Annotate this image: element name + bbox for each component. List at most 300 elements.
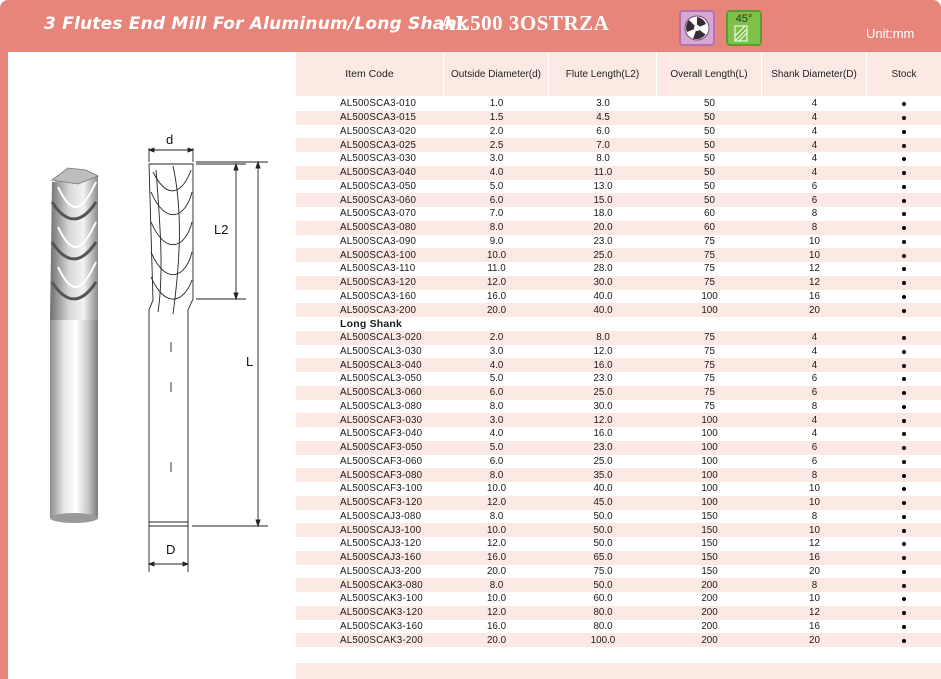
- stock-cell: [867, 291, 941, 302]
- table-row: [296, 496, 941, 510]
- shank-diameter-cell: 6: [811, 194, 818, 206]
- stock-cell: [867, 442, 941, 453]
- flute-length-cell: 30.0: [593, 277, 613, 289]
- outside-diameter-cell: 8.0: [489, 469, 504, 481]
- overall-length-cell: 200: [701, 607, 718, 619]
- item-code-cell: AL500SCAJ3-080: [340, 510, 422, 522]
- table-row: [296, 358, 941, 372]
- in-stock-dot-icon: [902, 226, 906, 230]
- item-code-cell: AL500SCA3-080: [340, 222, 417, 234]
- stock-cell: [867, 140, 941, 151]
- stock-cell: [867, 428, 941, 439]
- outside-diameter-cell: 10.0: [486, 524, 507, 536]
- stock-cell: [867, 580, 941, 591]
- overall-length-cell: 100: [701, 442, 718, 454]
- in-stock-dot-icon: [902, 336, 906, 340]
- overall-length-cell: 200: [701, 579, 718, 591]
- outside-diameter-cell: 6.0: [489, 387, 504, 399]
- outside-diameter-cell: 20.0: [486, 304, 507, 316]
- item-code-cell: AL500SCA3-100: [340, 249, 417, 261]
- outside-diameter-cell: 8.0: [489, 400, 504, 412]
- in-stock-dot-icon: [902, 267, 906, 271]
- in-stock-dot-icon: [902, 212, 906, 216]
- dim-label-D: D: [166, 542, 176, 557]
- stock-cell: [867, 538, 941, 549]
- in-stock-dot-icon: [902, 639, 906, 643]
- item-code-cell: AL500SCAL3-080: [340, 400, 422, 412]
- overall-length-cell: 150: [701, 552, 718, 564]
- flute-length-cell: 12.0: [593, 345, 613, 357]
- table-row: [296, 413, 941, 427]
- in-stock-dot-icon: [902, 391, 906, 395]
- shank-diameter-cell: 20: [809, 304, 820, 316]
- in-stock-dot-icon: [902, 405, 906, 409]
- outside-diameter-cell: 7.0: [489, 208, 504, 220]
- stock-cell: [867, 525, 941, 536]
- shank-diameter-cell: 10: [809, 483, 820, 495]
- stock-cell: [867, 208, 941, 219]
- shank-diameter-cell: 8: [811, 208, 818, 220]
- item-code-cell: AL500SCA3-120: [340, 277, 417, 289]
- dim-label-L: L: [246, 354, 254, 369]
- table-row: [296, 592, 941, 606]
- overall-length-cell: 100: [701, 290, 718, 302]
- item-code-cell: AL500SCA3-070: [340, 208, 417, 220]
- item-code-cell: AL500SCAF3-100: [340, 483, 423, 495]
- shank-diameter-cell: 12: [809, 607, 820, 619]
- flute-length-cell: 80.0: [593, 607, 613, 619]
- content-panel: [8, 52, 941, 679]
- table-row: [296, 537, 941, 551]
- stock-cell: [867, 456, 941, 467]
- item-code-cell: AL500SCA3-110: [340, 263, 416, 275]
- table-row: [296, 606, 941, 620]
- item-code-cell: AL500SCAJ3-160: [340, 552, 422, 564]
- stock-cell: [867, 250, 941, 261]
- in-stock-dot-icon: [902, 542, 906, 546]
- series-code: AL500 3OSTRZA: [440, 11, 610, 35]
- shank-diameter-cell: 20: [809, 634, 820, 646]
- table-row: [296, 138, 941, 152]
- stock-cell: [867, 401, 941, 412]
- stock-cell: [867, 112, 941, 123]
- shank-diameter-cell: 12: [809, 263, 820, 275]
- item-code-cell: AL500SCA3-050: [340, 180, 417, 192]
- item-code-cell: AL500SCA3-160: [340, 290, 417, 302]
- outside-diameter-cell: 10.0: [486, 249, 507, 261]
- flute-length-cell: 12.0: [593, 414, 613, 426]
- flute-length-cell: 3.0: [596, 98, 610, 110]
- in-stock-dot-icon: [902, 487, 906, 491]
- flute-length-cell: 4.5: [596, 112, 610, 124]
- shank-diameter-cell: 4: [811, 414, 818, 426]
- col-header-outside-diameter: Outside Diameter(d): [444, 52, 549, 96]
- overall-length-cell: 75: [704, 345, 715, 357]
- flute-length-cell: 7.0: [596, 139, 610, 151]
- outside-diameter-cell: 12.0: [486, 607, 507, 619]
- overall-length-cell: 100: [701, 483, 718, 495]
- item-code-cell: AL500SCAF3-030: [340, 414, 423, 426]
- in-stock-dot-icon: [902, 281, 906, 285]
- outside-diameter-cell: 2.5: [489, 139, 504, 151]
- in-stock-dot-icon: [902, 460, 906, 464]
- shank-diameter-cell: 10: [809, 235, 820, 247]
- item-code-cell: AL500SCA3-030: [340, 153, 417, 165]
- flute-length-cell: 8.0: [596, 332, 610, 344]
- outside-diameter-cell: 3.0: [489, 345, 504, 357]
- shank-diameter-cell: 12: [809, 277, 820, 289]
- outside-diameter-cell: 4.0: [489, 167, 504, 179]
- item-code-cell: AL500SCAJ3-200: [340, 565, 422, 577]
- in-stock-dot-icon: [902, 295, 906, 299]
- stock-cell: [867, 387, 941, 398]
- outside-diameter-cell: 5.0: [489, 373, 504, 385]
- stock-cell: [867, 222, 941, 233]
- outside-diameter-cell: 12.0: [486, 538, 507, 550]
- spec-table: [296, 52, 941, 679]
- item-code-cell: AL500SCAL3-060: [340, 387, 422, 399]
- section-label: Long Shank: [340, 317, 403, 330]
- overall-length-cell: 75: [704, 400, 715, 412]
- table-row: [296, 400, 941, 414]
- overall-length-cell: 75: [704, 277, 715, 289]
- overall-length-cell: 50: [704, 98, 715, 110]
- overall-length-cell: 75: [704, 373, 715, 385]
- dim-label-d: d: [166, 132, 174, 147]
- in-stock-dot-icon: [902, 474, 906, 478]
- table-row: [296, 372, 941, 386]
- flute-length-cell: 45.0: [593, 497, 613, 509]
- table-row: [296, 331, 941, 345]
- overall-length-cell: 200: [701, 634, 718, 646]
- flute-length-cell: 30.0: [593, 400, 613, 412]
- outside-diameter-cell: 20.0: [486, 565, 507, 577]
- outside-diameter-cell: 16.0: [486, 552, 507, 564]
- table-row: [296, 455, 941, 469]
- col-header-item-code: Item Code: [296, 52, 444, 96]
- in-stock-dot-icon: [902, 529, 906, 533]
- overall-length-cell: 100: [701, 304, 718, 316]
- shank-diameter-cell: 6: [811, 455, 818, 467]
- stock-cell: [867, 607, 941, 618]
- stock-cell: [867, 483, 941, 494]
- outside-diameter-cell: 8.0: [489, 510, 504, 522]
- flute-length-cell: 50.0: [593, 510, 613, 522]
- stock-cell: [867, 236, 941, 247]
- shank-diameter-cell: 8: [811, 469, 818, 481]
- in-stock-dot-icon: [902, 102, 906, 106]
- table-row: [296, 468, 941, 482]
- col-header-shank-diameter: Shank Diameter(D): [762, 52, 867, 96]
- item-code-cell: AL500SCA3-025: [340, 139, 417, 151]
- outside-diameter-cell: 2.0: [489, 125, 504, 137]
- flute-length-cell: 35.0: [593, 469, 613, 481]
- overall-length-cell: 60: [704, 208, 715, 220]
- stock-cell: [867, 153, 941, 164]
- col-header-flute-length: Flute Length(L2): [549, 52, 657, 96]
- flute-length-cell: 23.0: [593, 373, 613, 385]
- flute-length-cell: 6.0: [596, 125, 610, 137]
- shank-diameter-cell: 8: [811, 222, 818, 234]
- outside-diameter-cell: 9.0: [489, 235, 504, 247]
- outside-diameter-cell: 3.0: [489, 414, 504, 426]
- flute-length-cell: 16.0: [593, 428, 613, 440]
- overall-length-cell: 75: [704, 235, 715, 247]
- outside-diameter-cell: 4.0: [489, 428, 504, 440]
- table-row: [296, 207, 941, 221]
- flute-length-cell: 40.0: [593, 304, 613, 316]
- product-title: 3 Flutes End Mill For Aluminum/Long Shank: [44, 14, 469, 34]
- in-stock-dot-icon: [902, 556, 906, 560]
- outside-diameter-cell: 1.0: [489, 98, 504, 110]
- table-row: [296, 633, 941, 647]
- table-row: [296, 180, 941, 194]
- table-header: [296, 52, 941, 96]
- stock-cell: [867, 195, 941, 206]
- stock-cell: [867, 373, 941, 384]
- stock-cell: [867, 497, 941, 508]
- stock-cell: [867, 277, 941, 288]
- flute-length-cell: 50.0: [593, 538, 613, 550]
- table-row: [296, 276, 941, 290]
- flute-length-cell: 18.0: [593, 208, 613, 220]
- shank-diameter-cell: 6: [811, 387, 818, 399]
- overall-length-cell: 50: [704, 153, 715, 165]
- in-stock-dot-icon: [902, 432, 906, 436]
- overall-length-cell: 100: [701, 414, 718, 426]
- overall-length-cell: 75: [704, 359, 715, 371]
- stock-cell: [867, 415, 941, 426]
- shank-diameter-cell: 8: [811, 400, 818, 412]
- outside-diameter-cell: 5.0: [489, 180, 504, 192]
- outside-diameter-cell: 12.0: [486, 497, 507, 509]
- overall-length-cell: 50: [704, 139, 715, 151]
- item-code-cell: AL500SCA3-090: [340, 235, 417, 247]
- outside-diameter-cell: 8.0: [489, 579, 504, 591]
- overall-length-cell: 60: [704, 222, 715, 234]
- shank-diameter-cell: 6: [811, 180, 818, 192]
- table-row: [296, 620, 941, 634]
- outside-diameter-cell: 8.0: [489, 222, 504, 234]
- item-code-cell: AL500SCA3-040: [340, 167, 417, 179]
- stock-cell: [867, 552, 941, 563]
- flute-length-cell: 25.0: [593, 455, 613, 467]
- item-code-cell: AL500SCAL3-030: [340, 345, 422, 357]
- shank-diameter-cell: 6: [811, 442, 818, 454]
- overall-length-cell: 100: [701, 428, 718, 440]
- in-stock-dot-icon: [902, 584, 906, 588]
- stock-cell: [867, 635, 941, 646]
- overall-length-cell: 75: [704, 387, 715, 399]
- stock-cell: [867, 566, 941, 577]
- flute-length-cell: 75.0: [593, 565, 613, 577]
- item-code-cell: AL500SCAL3-040: [340, 359, 422, 371]
- stock-cell: [867, 263, 941, 274]
- table-row: [296, 482, 941, 496]
- in-stock-dot-icon: [902, 130, 906, 134]
- flute-length-cell: 11.0: [593, 167, 613, 179]
- three-flute-icon: [679, 10, 715, 46]
- outside-diameter-cell: 6.0: [489, 455, 504, 467]
- outside-diameter-cell: 10.0: [486, 593, 507, 605]
- product-drawing-area: [8, 52, 295, 679]
- overall-length-cell: 50: [704, 125, 715, 137]
- table-row: [296, 523, 941, 537]
- item-code-cell: AL500SCA3-010: [340, 98, 417, 110]
- shank-diameter-cell: 4: [811, 125, 818, 137]
- shank-diameter-cell: 16: [809, 552, 820, 564]
- table-body: [296, 97, 941, 647]
- in-stock-dot-icon: [902, 597, 906, 601]
- table-row: [296, 248, 941, 262]
- overall-length-cell: 75: [704, 249, 715, 261]
- table-row: [296, 510, 941, 524]
- col-header-overall-length: Overall Length(L): [657, 52, 762, 96]
- overall-length-cell: 100: [701, 497, 718, 509]
- overall-length-cell: 150: [701, 538, 718, 550]
- overall-length-cell: 200: [701, 620, 718, 632]
- item-code-cell: AL500SCAF3-120: [340, 497, 423, 509]
- shank-diameter-cell: 10: [809, 524, 820, 536]
- flute-length-cell: 65.0: [593, 552, 613, 564]
- shank-diameter-cell: 4: [811, 139, 818, 151]
- helix-angle-icon: [726, 10, 762, 46]
- table-row: [296, 221, 941, 235]
- stock-cell: [867, 167, 941, 178]
- table-row: [296, 345, 941, 359]
- flute-length-cell: 100.0: [590, 634, 616, 646]
- in-stock-dot-icon: [902, 419, 906, 423]
- table-row: [296, 262, 941, 276]
- item-code-cell: AL500SCA3-060: [340, 194, 417, 206]
- item-code-cell: AL500SCAK3-080: [340, 579, 423, 591]
- table-row: [296, 386, 941, 400]
- flute-length-cell: 80.0: [593, 620, 613, 632]
- item-code-cell: AL500SCAK3-120: [340, 607, 423, 619]
- in-stock-dot-icon: [902, 157, 906, 161]
- table-row: [296, 427, 941, 441]
- item-code-cell: AL500SCAL3-050: [340, 373, 422, 385]
- overall-length-cell: 200: [701, 593, 718, 605]
- flute-length-cell: 8.0: [596, 153, 610, 165]
- flute-length-cell: 13.0: [593, 180, 613, 192]
- shank-diameter-cell: 4: [811, 345, 818, 357]
- shank-diameter-cell: 4: [811, 428, 818, 440]
- table-row: [296, 193, 941, 207]
- shank-diameter-cell: 8: [811, 510, 818, 522]
- item-code-cell: AL500SCAF3-050: [340, 442, 423, 454]
- table-row: [296, 290, 941, 304]
- overall-length-cell: 50: [704, 180, 715, 192]
- flute-length-cell: 25.0: [593, 387, 613, 399]
- flute-length-cell: 28.0: [593, 263, 613, 275]
- item-code-cell: AL500SCAL3-020: [340, 332, 422, 344]
- flute-length-cell: 16.0: [593, 359, 613, 371]
- flute-length-cell: 15.0: [593, 194, 613, 206]
- outside-diameter-cell: 20.0: [486, 634, 507, 646]
- in-stock-dot-icon: [902, 309, 906, 313]
- shank-diameter-cell: 4: [811, 153, 818, 165]
- stock-cell: [867, 511, 941, 522]
- outside-diameter-cell: 2.0: [489, 332, 504, 344]
- shank-diameter-cell: 8: [811, 579, 818, 591]
- shank-diameter-cell: 4: [811, 359, 818, 371]
- item-code-cell: AL500SCAK3-160: [340, 620, 423, 632]
- in-stock-dot-icon: [902, 199, 906, 203]
- in-stock-dot-icon: [902, 350, 906, 354]
- flute-length-cell: 23.0: [593, 235, 613, 247]
- helix-angle-label: 45°: [735, 13, 753, 25]
- table-row: [296, 111, 941, 125]
- overall-length-cell: 75: [704, 332, 715, 344]
- item-code-cell: AL500SCAK3-100: [340, 593, 423, 605]
- overall-length-cell: 75: [704, 263, 715, 275]
- table-row: [296, 166, 941, 180]
- shank-diameter-cell: 6: [811, 373, 818, 385]
- in-stock-dot-icon: [902, 570, 906, 574]
- stock-cell: [867, 332, 941, 343]
- stock-cell: [867, 593, 941, 604]
- shank-diameter-cell: 20: [809, 565, 820, 577]
- stock-cell: [867, 470, 941, 481]
- item-code-cell: AL500SCAF3-060: [340, 455, 423, 467]
- flute-length-cell: 60.0: [593, 593, 613, 605]
- in-stock-dot-icon: [902, 116, 906, 120]
- overall-length-cell: 150: [701, 565, 718, 577]
- outside-diameter-cell: 12.0: [486, 277, 507, 289]
- table-row: [296, 441, 941, 455]
- flute-length-cell: 40.0: [593, 290, 613, 302]
- shank-diameter-cell: 4: [811, 167, 818, 179]
- overall-length-cell: 50: [704, 112, 715, 124]
- item-code-cell: AL500SCAJ3-120: [340, 538, 422, 550]
- outside-diameter-cell: 16.0: [486, 620, 507, 632]
- shank-diameter-cell: 16: [809, 620, 820, 632]
- in-stock-dot-icon: [902, 501, 906, 505]
- overall-length-cell: 100: [701, 455, 718, 467]
- shank-diameter-cell: 4: [811, 98, 818, 110]
- in-stock-dot-icon: [902, 240, 906, 244]
- dim-label-L2: L2: [214, 222, 229, 237]
- in-stock-dot-icon: [902, 185, 906, 189]
- flute-length-cell: 50.0: [593, 524, 613, 536]
- outside-diameter-cell: 11.0: [487, 263, 506, 275]
- flute-length-cell: 50.0: [593, 579, 613, 591]
- shank-diameter-cell: 10: [809, 249, 820, 261]
- section-row-long-shank: [296, 317, 941, 331]
- item-code-cell: AL500SCAK3-200: [340, 634, 423, 646]
- outside-diameter-cell: 6.0: [489, 194, 504, 206]
- overall-length-cell: 50: [704, 167, 715, 179]
- col-header-stock: Stock: [891, 68, 917, 80]
- in-stock-dot-icon: [902, 254, 906, 258]
- table-row: [296, 551, 941, 565]
- flute-length-cell: 25.0: [593, 249, 613, 261]
- outside-diameter-cell: 3.0: [489, 153, 504, 165]
- unit-label: Unit:mm: [866, 26, 915, 41]
- table-row: [296, 97, 941, 111]
- stock-cell: [867, 621, 941, 632]
- table-row: [296, 578, 941, 592]
- item-code-cell: AL500SCAF3-080: [340, 469, 423, 481]
- table-row: [296, 565, 941, 579]
- overall-length-cell: 100: [701, 469, 718, 481]
- shank-diameter-cell: 10: [809, 593, 820, 605]
- outside-diameter-cell: 5.0: [489, 442, 504, 454]
- table-row: [296, 152, 941, 166]
- stock-cell: [867, 360, 941, 371]
- flute-length-cell: 40.0: [593, 483, 613, 495]
